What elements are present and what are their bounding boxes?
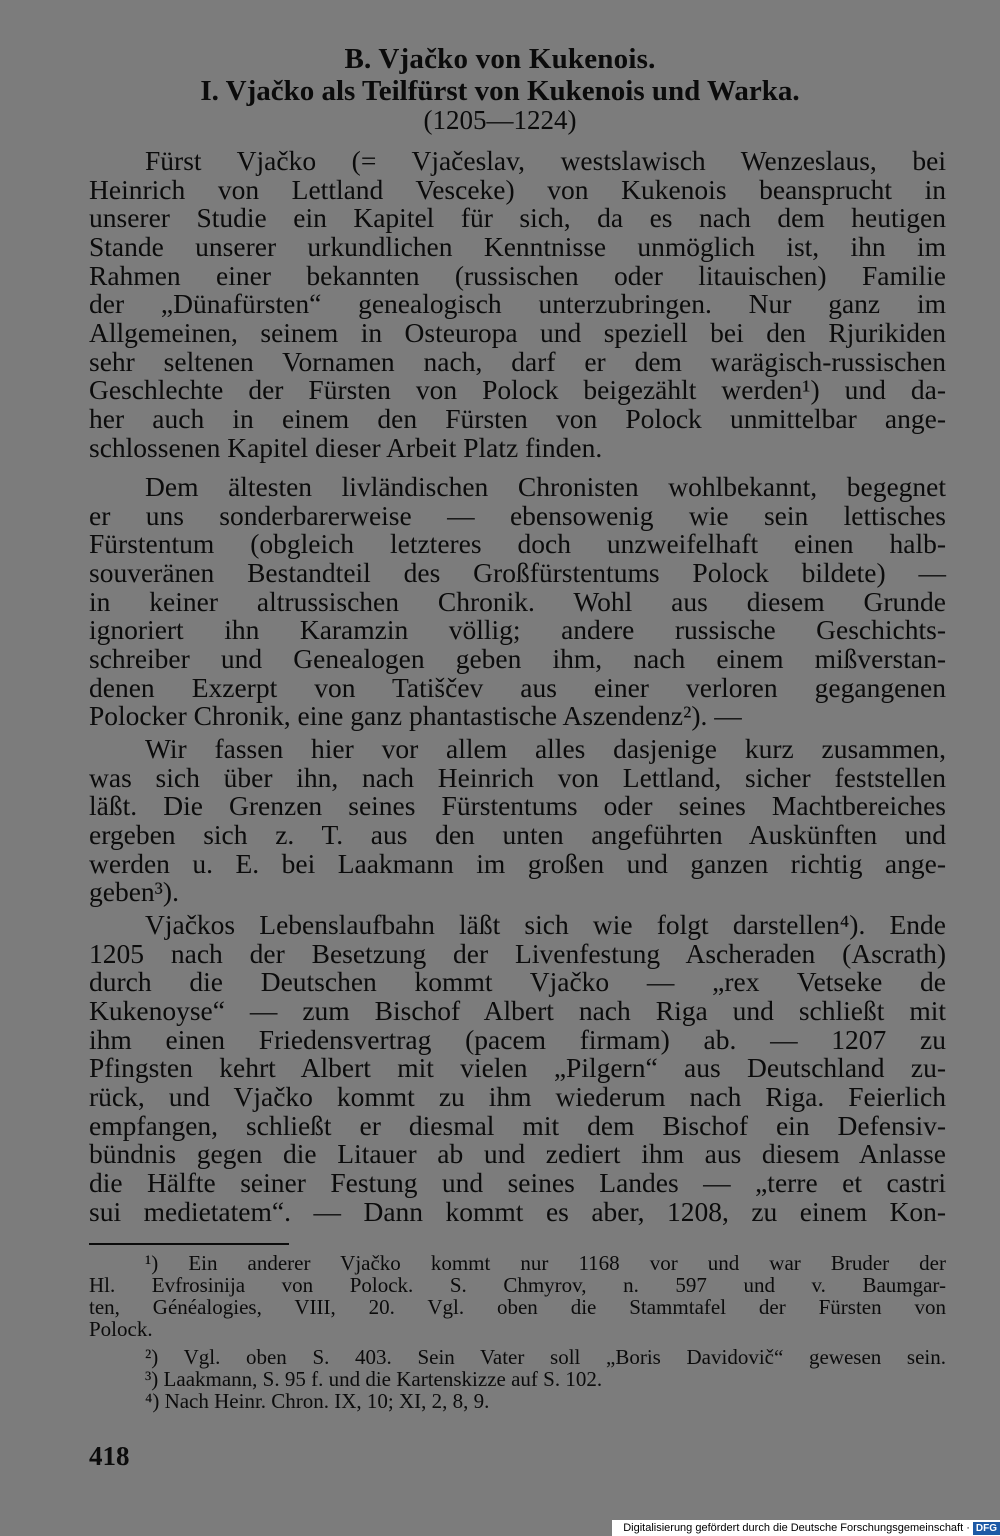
text-line: geben³).: [89, 876, 179, 907]
footnote-divider: [89, 1243, 289, 1245]
text-line: Dem ältesten livländischen Chronisten wohlbekannt, begegnet: [145, 471, 946, 502]
text-line: Polocker Chronik, eine ganz phantastische Aszendenz²). —: [89, 700, 742, 731]
text-line: Allgemeinen, seinem in Osteuropa und speziell bei den Rjurikiden: [89, 317, 946, 348]
text-line: in keiner altrussischen Chronik. Wohl aus diesem Grunde: [89, 586, 946, 617]
chapter-dates: (1205—1224): [423, 105, 577, 135]
text-line: er uns sonderbarerweise — ebensowenig wie sein lettisches: [89, 500, 946, 531]
text-line: durch die Deutschen kommt Vjačko — „rex Vetseke de: [89, 966, 946, 997]
dfg-logo: DFG: [973, 1522, 1000, 1535]
text-line: Kukenoyse“ — zum Bischof Albert nach Riga und schließt mit: [89, 995, 946, 1026]
text-line: Heinrich von Lettland Vesceke) von Kukenois beansprucht in: [89, 174, 946, 205]
text-line: empfangen, schließt er diesmal mit dem Bischof ein Defensiv-: [89, 1110, 946, 1141]
text-line: souveränen Bestandteil des Großfürstentums Polock bildete) —: [89, 557, 946, 588]
footnote-line: ten, Généalogies, VIII, 20. Vgl. oben die Stammtafel der Fürsten von: [89, 1295, 946, 1319]
text-line: Stande unserer urkundlichen Kenntnisse unmöglich ist, ihn im: [89, 231, 946, 262]
text-line: unserer Studie ein Kapitel für sich, da es nach dem heutigen: [89, 202, 946, 233]
text-line: rück, und Vjačko kommt zu ihm wiederum nach Riga. Feierlich: [89, 1081, 946, 1112]
text-line: Fürstentum (obgleich letzteres doch unzweifelhaft einen halb-: [89, 528, 946, 559]
text-line: Geschlechte der Fürsten von Polock beigezählt werden¹) und da-: [89, 374, 946, 405]
text-line: ihm einen Friedensvertrag (pacem firmam) ab. — 1207 zu: [89, 1024, 946, 1055]
footnote-line: ²) Vgl. oben S. 403. Sein Vater soll „Boris Davidovič“ gewesen sein.: [145, 1345, 946, 1369]
section-title: B. Vjačko von Kukenois.: [344, 43, 656, 75]
text-line: ignoriert ihn Karamzin völlig; andere russische Geschichts-: [89, 614, 946, 645]
text-line: Rahmen einer bekannten (russischen oder litauischen) Familie: [89, 260, 946, 291]
footnote-line: ³) Laakmann, S. 95 f. und die Kartenskizze auf S. 102.: [145, 1367, 603, 1391]
footnote-line: ⁴) Nach Heinr. Chron. IX, 10; XI, 2, 8, 9.: [145, 1389, 490, 1413]
text-line: Wir fassen hier vor allem alles dasjenige kurz zusammen,: [145, 733, 946, 764]
text-line: werden u. E. bei Laakmann im großen und ganzen richtig ange-: [89, 848, 946, 879]
text-line: was sich über ihn, nach Heinrich von Lettland, sicher feststellen: [89, 762, 946, 793]
text-line: denen Exzerpt von Tatiščev aus einer verloren gegangenen: [89, 672, 946, 703]
chapter-title: I. Vjačko als Teilfürst von Kukenois und Warka.: [200, 75, 800, 107]
text-line: der „Dünafürsten“ genealogisch unterzubringen. Nur ganz im: [89, 288, 946, 319]
text-line: ergeben sich z. T. aus den unten angeführten Auskünften und: [89, 819, 946, 850]
footnote-line: ¹) Ein anderer Vjačko kommt nur 1168 vor und war Bruder der: [145, 1251, 946, 1275]
text-line: schlossenen Kapitel dieser Arbeit Platz finden.: [89, 432, 603, 463]
footnote-line: Polock.: [89, 1317, 153, 1341]
digitization-credit: [612, 1520, 1000, 1536]
text-line: bündnis gegen die Litauer ab und zediert ihm aus diesem Anlasse: [89, 1138, 946, 1169]
text-line: sehr seltenen Vornamen nach, darf er dem warägisch-russischen: [89, 346, 946, 377]
text-line: schreiber und Genealogen geben ihm, nach einem mißverstan-: [89, 643, 946, 674]
page-number: 418: [89, 1441, 130, 1471]
text-line: Fürst Vjačko (= Vjačeslav, westslawisch Wenzeslaus, bei: [145, 145, 946, 176]
text-line: Pfingsten kehrt Albert mit vielen „Pilgern“ aus Deutschland zu-: [89, 1052, 946, 1083]
credit-text: Digitalisierung gefördert durch die Deutsche Forschungsgemeinschaft ·: [623, 1522, 970, 1534]
text-line: sui medietatem“. — Dann kommt es aber, 1208, zu einem Kon-: [89, 1196, 946, 1227]
footnote-line: Hl. Evfrosinija von Polock. S. Chmyrov, n. 597 und v. Baumgar-: [89, 1273, 946, 1297]
text-line: 1205 nach der Besetzung der Livenfestung Ascheraden (Ascrath): [89, 938, 946, 969]
text-line: her auch in einem den Fürsten von Polock unmittelbar ange-: [89, 403, 946, 434]
text-line: die Hälfte seiner Festung und seines Landes — „terre et castri: [89, 1167, 946, 1198]
text-line: Vjačkos Lebenslaufbahn läßt sich wie folgt darstellen⁴). Ende: [145, 909, 946, 940]
text-line: läßt. Die Grenzen seines Fürstentums oder seines Machtbereiches: [89, 790, 946, 821]
